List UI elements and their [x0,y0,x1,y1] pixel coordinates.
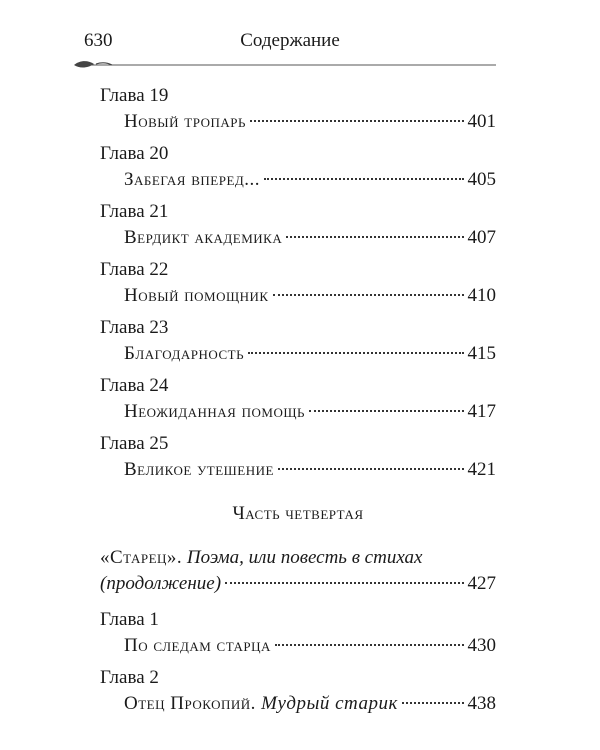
chapter-title: Благодарность [124,343,245,364]
chapter-title [124,692,398,716]
chapter-title: Неожиданная помощь [124,401,305,422]
chapter-label: Глава 22 [100,259,169,280]
page-ref: 405 [467,169,496,190]
poem-title-line [100,546,496,570]
dot-leader [250,120,464,122]
page-ref: 430 [467,635,496,656]
page-ref: 407 [467,227,496,248]
dot-leader [286,236,463,238]
toc-entry-line [124,284,496,308]
chapter-title: Великое утешение [124,459,274,480]
page-ref: 410 [467,285,496,306]
chapter-title: Забегая вперед... [124,169,261,190]
toc-entry [100,316,496,374]
page-ref: 415 [467,343,496,364]
toc-entry-line [124,168,496,192]
toc-entry-line [124,458,496,482]
header-ornament-rule [72,60,498,70]
chapter-title: Новый тропарь [124,111,246,132]
dot-leader [278,468,464,470]
chapter-label: Глава 21 [100,201,169,222]
chapter-label: Глава 20 [100,143,169,164]
page-ref: 438 [467,693,496,714]
toc-entry [100,84,496,142]
toc-entry [100,608,496,666]
page-ref: 421 [467,459,496,480]
chapter-title: Новый помощник [124,285,269,306]
toc-entry [100,374,496,432]
toc-entry-line [124,692,496,716]
chapter-label: Глава 25 [100,433,169,454]
chapter-label: Глава 1 [100,609,159,630]
toc-entry-line [124,634,496,658]
poem-title: «Старец». [100,547,183,568]
page-ref: 427 [467,573,496,594]
toc-entry-line [124,400,496,424]
page-ref: 401 [467,111,496,132]
dot-leader [402,702,464,704]
dot-leader [225,582,463,584]
toc-entry-poem [100,546,496,608]
chapter-title: Вердикт академика [124,227,283,248]
dot-leader [248,352,463,354]
part-heading: Часть четвертая [232,503,364,524]
chapter-label: Глава 23 [100,317,169,338]
chapter-title-main: Отец Прокопий. [124,693,256,714]
toc-entry-line [124,226,496,250]
table-of-contents [100,84,496,724]
toc-entry [100,200,496,258]
toc-entry-line [124,110,496,134]
toc-entry [100,432,496,490]
poem-continuation: (продолжение) [100,573,222,594]
chapter-title-italic: Мудрый старик [261,693,398,714]
toc-entry-line [124,342,496,366]
chapter-title: По следам старца [124,635,271,656]
dot-leader [275,644,464,646]
page-ref: 417 [467,401,496,422]
chapter-label: Глава 19 [100,85,169,106]
poem-subtitle: Поэма, или повесть в стихах [186,547,423,568]
dot-leader [273,294,464,296]
toc-entry-line [100,572,496,596]
toc-entry [100,666,496,724]
dot-leader [264,178,463,180]
page-number: 630 [84,30,113,51]
dot-leader [309,410,464,412]
chapter-label: Глава 24 [100,375,169,396]
toc-entry [100,258,496,316]
running-title: Содержание [240,30,340,51]
toc-entry [100,142,496,200]
chapter-label: Глава 2 [100,667,159,688]
page-header [84,30,496,54]
